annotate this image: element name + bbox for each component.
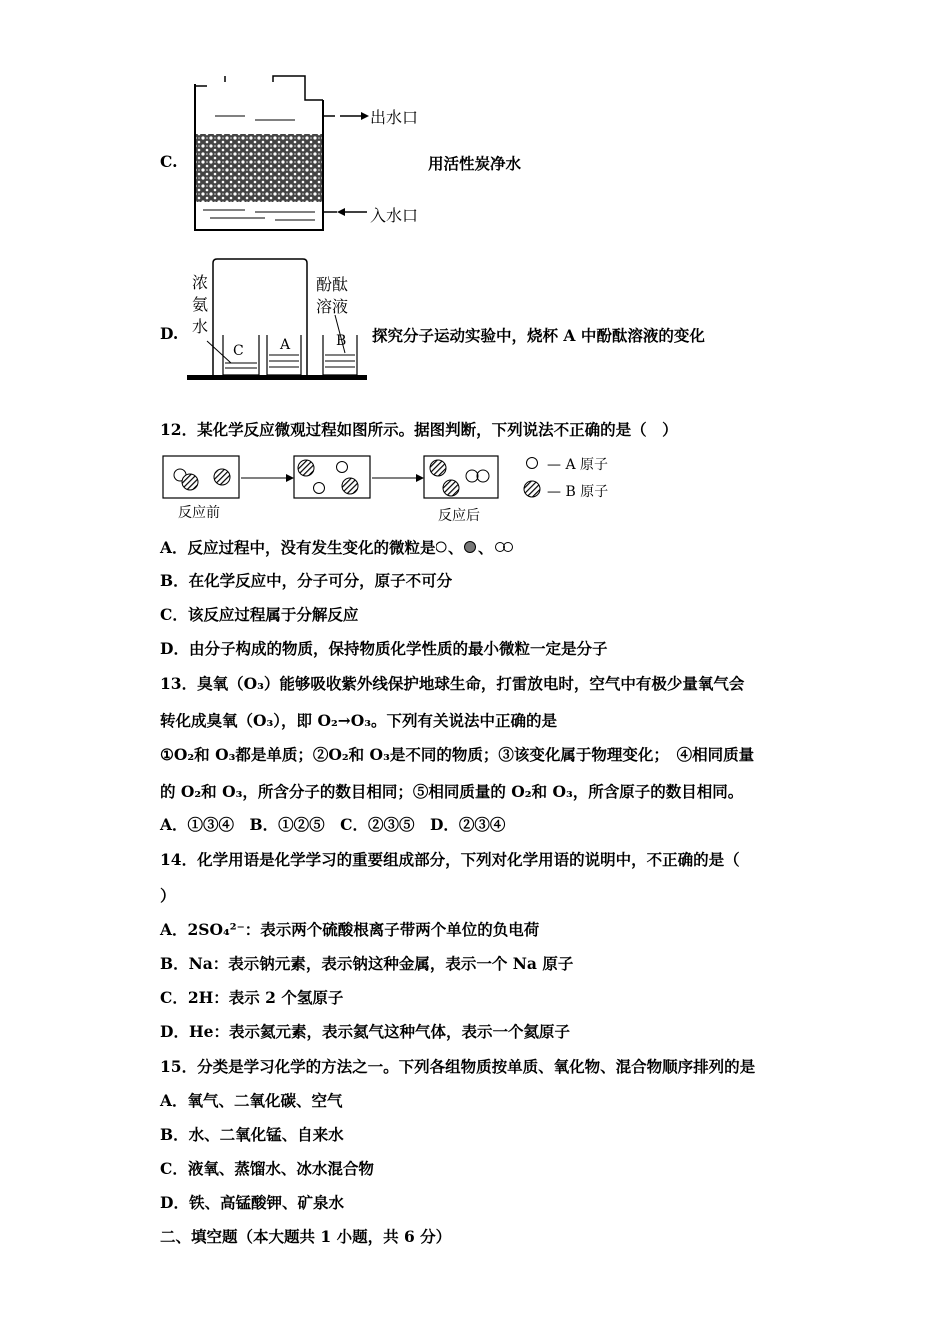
q12-option-b: B．在化学反应中，分子可分，原子不可分 [160, 571, 453, 590]
option-c-letter: C. [160, 152, 178, 171]
q13-line-3: ①O₂和 O₃都是单质；②O₂和 O₃是不同的物质；③该变化属于物理变化； ④相同质量 [160, 745, 755, 764]
svg-text:、: 、 [447, 539, 463, 557]
legend-a: — A 原子 [547, 457, 609, 473]
particle-icons [436, 537, 526, 557]
q14-option-a: A．2SO₄²⁻：表示两个硫酸根离子带两个单位的负电荷 [160, 920, 540, 939]
ammonia-label: 浓氨水 [192, 273, 209, 336]
q13-line-2: 转化成臭氧（O₃），即 O₂→O₃。下列有关说法中正确的是 [160, 711, 558, 730]
q12-option-a-text: A．反应过程中，没有发生变化的微粒是 [160, 538, 436, 557]
after-label: 反应后 [438, 508, 480, 524]
outlet-label: 出水口 [370, 108, 419, 127]
q14-option-c: C．2H：表示 2 个氢原子 [160, 988, 344, 1007]
q15-option-a: A．氧气、二氧化碳、空气 [160, 1091, 343, 1110]
option-c-caption: 用活性炭净水 [428, 154, 522, 173]
phenol-label-2: 溶液 [316, 297, 349, 316]
q14-stem-2: ） [160, 886, 176, 905]
legend-icons [520, 452, 550, 502]
q12-option-a [160, 537, 526, 558]
option-d-letter: D. [160, 324, 179, 343]
q15-option-b: B．水、二氧化锰、自来水 [160, 1125, 344, 1144]
beaker-a-label: A [280, 337, 291, 353]
q15-stem: 15．分类是学习化学的方法之一。下列各组物质按单质、氧化物、混合物顺序排列的是 [160, 1057, 756, 1076]
svg-text:、: 、 [477, 539, 493, 557]
q12-stem: 12．某化学反应微观过程如图所示。据图判断，下列说法不正确的是（ ） [160, 420, 678, 439]
section-2-heading: 二、填空题（本大题共 1 小题，共 6 分） [160, 1227, 452, 1246]
q14-option-d: D．He：表示氦元素，表示氦气这种气体，表示一个氦原子 [160, 1022, 570, 1041]
q13-line-1: 13．臭氧（O₃）能够吸收紫外线保护地球生命，打雷放电时，空气中有极少量氧气会 [160, 674, 745, 693]
inlet-label: 入水口 [370, 206, 419, 225]
beaker-b-label: B [336, 333, 347, 349]
q15-option-c: C．液氧、蒸馏水、冰水混合物 [160, 1159, 374, 1178]
q14-stem-1: 14．化学用语是化学学习的重要组成部分，下列对化学用语的说明中，不正确的是（ [160, 850, 740, 869]
before-label: 反应前 [178, 505, 220, 521]
option-d-caption: 探究分子运动实验中，烧杯 A 中酚酞溶液的变化 [372, 326, 705, 345]
q14-option-b: B．Na：表示钠元素，表示钠这种金属，表示一个 Na 原子 [160, 954, 574, 973]
beaker-c-label: C [233, 343, 244, 359]
q12-option-d: D．由分子构成的物质，保持物质化学性质的最小微粒一定是分子 [160, 639, 608, 658]
q15-option-d: D．铁、高锰酸钾、矿泉水 [160, 1193, 344, 1212]
phenol-label-1: 酚酞 [316, 275, 349, 294]
q12-option-c: C．该反应过程属于分解反应 [160, 605, 359, 624]
q13-line-4: 的 O₂和 O₃，所含分子的数目相同；⑤相同质量的 O₂和 O₃，所含原子的数目相同。 [160, 782, 744, 801]
legend-b: — B 原子 [547, 484, 609, 500]
q13-options: A．①③④ B．①②⑤ C．②③⑤ D．②③④ [160, 815, 506, 834]
